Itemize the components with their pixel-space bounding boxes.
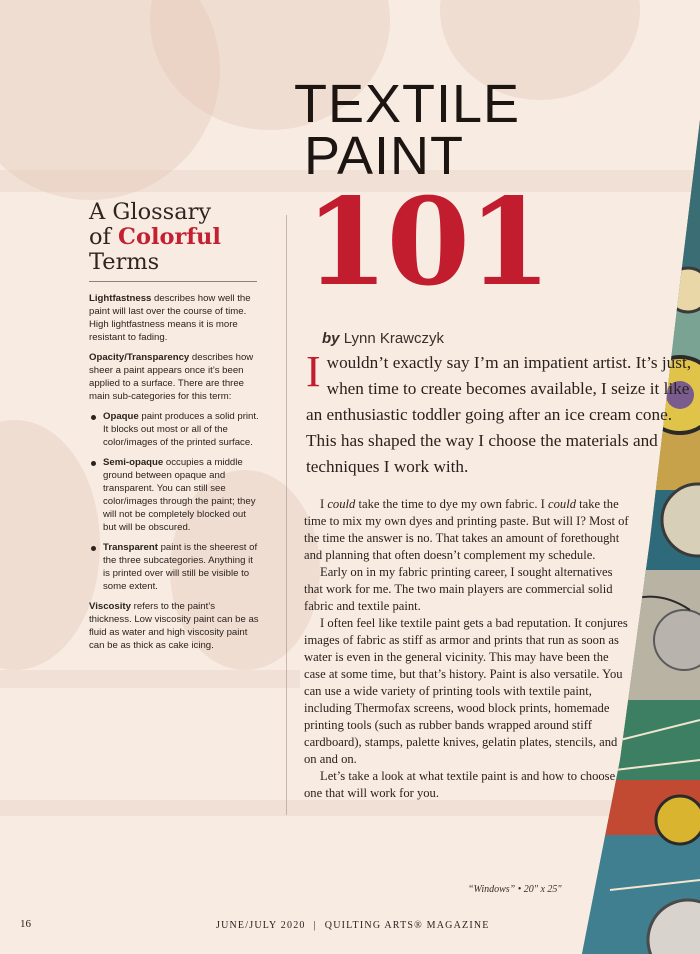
byline xyxy=(322,330,444,347)
list-item xyxy=(89,541,259,593)
background-band xyxy=(0,670,300,688)
glossary-entry-opacity xyxy=(89,351,259,403)
byline-author: Lynn Krawczyk xyxy=(343,330,444,347)
list-item xyxy=(89,410,259,449)
body-paragraph: Let’s take a look at what textile paint is and how to choose one that will work for you. xyxy=(304,769,616,800)
title-line-textile: TEXTILE xyxy=(294,74,521,134)
glossary-definition: occupies a middle ground between opaque and transparent. You can still see color/images through the paint; they will not be completely blocked out but will be obscured. xyxy=(103,457,256,533)
column-divider xyxy=(286,215,287,815)
list-item xyxy=(89,456,259,534)
body-emphasis: could xyxy=(548,497,577,511)
glossary-heading-line3: Terms xyxy=(89,249,160,275)
body-paragraph: Early on in my fabric printing career, I sought alternatives that work for me. The two main players are commercial solid fabric and textile paint. xyxy=(304,565,613,613)
title-line-101: 101 xyxy=(305,172,550,313)
body-text: I xyxy=(320,497,328,511)
glossary-term: Semi-opaque xyxy=(103,457,164,468)
body-paragraph: I often feel like textile paint gets a bad reputation. It conjures images of fabric as stiff as armor and prints that run as soon as water is even in the general vicinity. This may have been the case at some time, but that’s history. Paint is also versatile. You can use a wide variety of printing tools with textile paint, including Thermofax screens, wood block prints, homemade printing tools (such as rubber bands wrapped around stiff cardboard), stamps, palette knives, gelatin plates, stencils, and on and on. xyxy=(304,616,628,766)
footer-separator: | xyxy=(313,920,317,931)
glossary-definition: paint produces a solid print. It blocks out most or all of the color/images of the printed surface. xyxy=(103,411,259,448)
page-number: 16 xyxy=(20,918,31,930)
page-footer xyxy=(216,920,490,931)
body-paragraph xyxy=(304,496,630,564)
opacity-subcategory-list xyxy=(89,410,259,593)
background-circle xyxy=(0,420,100,670)
body-text: take the time to mix my own dyes and printing paste. But will I? Most of the time the answer is no. That takes an amount of forethought and planning that often doesn’t complement my schedule. xyxy=(304,497,629,562)
article-body xyxy=(304,496,630,802)
glossary-definition: describes how sheer a paint appears once it’s been applied to a surface. There are three main sub-categories for this term: xyxy=(89,352,254,402)
footer-magazine: QUILTING ARTS® MAGAZINE xyxy=(324,920,490,931)
sidebar-rule xyxy=(89,281,257,282)
byline-by: by xyxy=(322,330,340,347)
drop-cap: I xyxy=(306,347,321,396)
glossary-term: Opacity/Transparency xyxy=(89,352,190,363)
intro-text: wouldn’t exactly say I’m an impatient artist. It’s just, when time to create becomes available, I seize it like an enthusiastic toddler going after an ice cream cone. This has shaped the way I choose the materials and techniques I work with. xyxy=(306,353,692,476)
glossary-entry-viscosity xyxy=(89,600,259,652)
glossary-sidebar xyxy=(89,200,259,659)
glossary-heading-of: of xyxy=(89,224,119,250)
body-emphasis: could xyxy=(327,497,356,511)
glossary-heading xyxy=(89,200,259,275)
glossary-term: Viscosity xyxy=(89,601,131,612)
glossary-definition: refers to the paint’s thickness. Low viscosity paint can be as fluid as water and high viscosity paint can be as thick as cake icing. xyxy=(89,601,259,651)
glossary-heading-line1: A Glossary xyxy=(89,199,212,225)
glossary-term: Lightfastness xyxy=(89,293,152,304)
artwork-caption: “Windows” • 20" x 25" xyxy=(468,884,562,895)
title-line-paint: PAINT xyxy=(304,126,465,186)
glossary-term: Opaque xyxy=(103,411,139,422)
glossary-heading-accent: Colorful xyxy=(118,224,221,250)
glossary-definition: paint is the sheerest of the three subcategories. Anything it is printed over will still be visible to some extent. xyxy=(103,542,258,592)
body-text: take the time to dye my own fabric. I xyxy=(355,497,549,511)
glossary-definition: describes how well the paint will last over the course of time. High lightfastness means it is more resistant to fading. xyxy=(89,293,251,343)
glossary-entry-lightfastness xyxy=(89,292,259,344)
glossary-term: Transparent xyxy=(103,542,158,553)
footer-issue: JUNE/JULY 2020 xyxy=(216,920,306,931)
intro-paragraph xyxy=(306,347,696,480)
